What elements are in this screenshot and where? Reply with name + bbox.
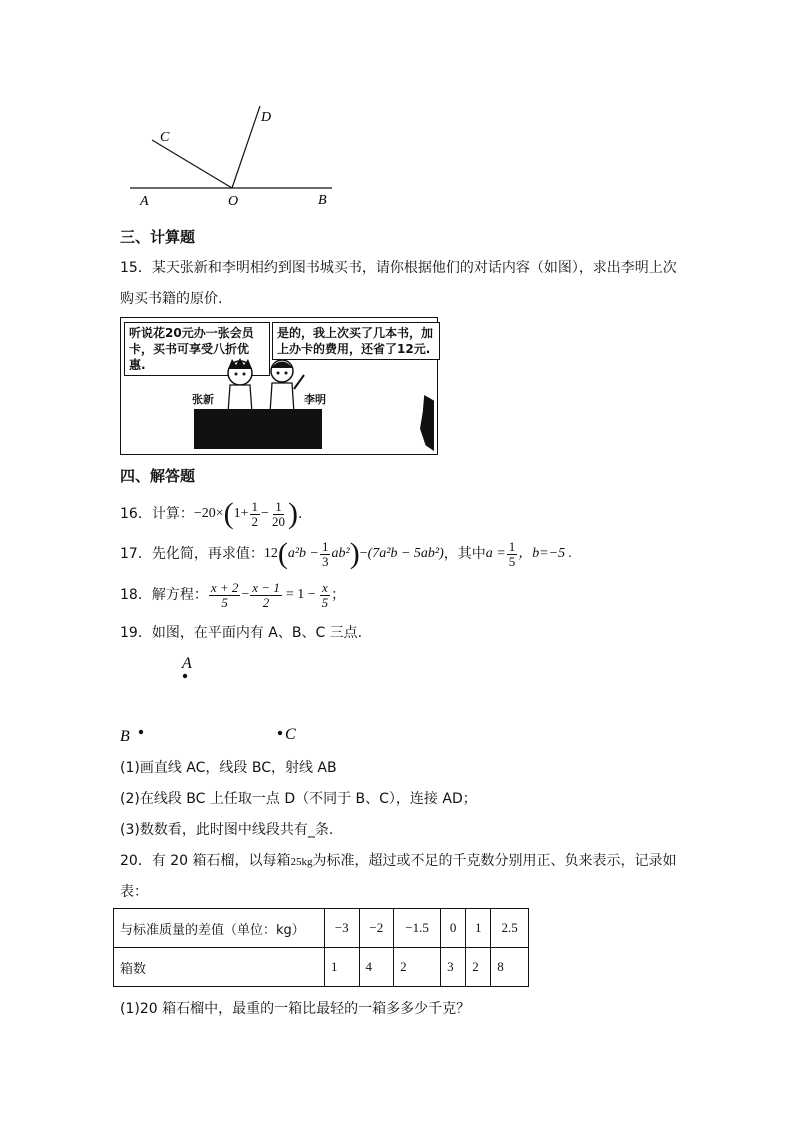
- table-cell: 2: [466, 948, 491, 987]
- name-label-liming: 李明: [304, 393, 326, 406]
- q17-frac-1: $\frac{1}{3}$: [321, 538, 329, 569]
- q20-part1: (1)20 箱石榴中，最重的一箱比最轻的一箱多多少千克？: [120, 1001, 471, 1017]
- table-cell: −1.5: [394, 909, 441, 948]
- points-figure: [110, 650, 310, 750]
- label-C: C: [160, 130, 170, 145]
- q18: 18．解方程： $\frac{x + 2}{5}$ − $\frac{x - 1}{2}$ = 1 − $\frac{x}{5}$ ；: [120, 579, 346, 610]
- counter-desk: [194, 409, 322, 449]
- table-row: [114, 909, 529, 948]
- table-cell: 0: [441, 909, 466, 948]
- q19-stem: 19．如图，在平面内有 A、B、C 三点.: [120, 625, 363, 641]
- q15-line1: 15．某天张新和李明相约到图书城买书，请你根据他们的对话内容（如图），求出李明上次: [120, 260, 677, 276]
- section-heading-calc: 三、计算题: [120, 228, 196, 246]
- section-heading-solve: 四、解答题: [120, 467, 196, 485]
- q19-part3: (3)数数看，此时图中线段共有_条.: [120, 822, 334, 838]
- q16: 16．计算： −20× ( 1+ $\frac{1}{2}$ − $\frac{1}{20}$ ) .: [120, 497, 303, 530]
- table-cell: 3: [441, 948, 466, 987]
- table-row: [114, 948, 529, 987]
- q17-frac-a: $\frac{1}{5}$: [508, 538, 516, 569]
- q16-frac-2: $\frac{1}{20}$: [271, 498, 285, 529]
- q19-part1: (1)画直线 AC，线段 BC，射线 AB: [120, 760, 337, 776]
- speech-bubble-left: 听说花20元办一张会员卡，买书可享受八折优惠.: [124, 322, 270, 376]
- label-O: O: [228, 194, 239, 209]
- table-cell: 2: [394, 948, 441, 987]
- speech-bubble-right: 是的，我上次买了几本书，加上办卡的费用，还省了12元.: [272, 322, 440, 360]
- q16-frac-1: $\frac{1}{2}$: [251, 498, 259, 529]
- record-table: [113, 908, 529, 987]
- table-cell: 1: [325, 948, 360, 987]
- point-A: [183, 674, 187, 678]
- table-cell: −3: [325, 909, 360, 948]
- label-D: D: [261, 110, 272, 125]
- q20-line1: 20．有 20 箱石榴，以每箱25kg为标准，超过或不足的千克数分别用正、负来表示，记录如: [120, 853, 677, 869]
- q19-part2: (2)在线段 BC 上任取一点 D（不同于 B、C），连接 AD；: [120, 791, 477, 807]
- table-cell: 4: [359, 948, 394, 987]
- q15-line2: 购买书籍的原价.: [120, 291, 223, 307]
- ray-OC: [152, 140, 232, 188]
- q18-frac-2: $\frac{x - 1}{2}$: [252, 579, 280, 610]
- label-B: B: [318, 193, 327, 208]
- point-B: [139, 730, 143, 734]
- name-label-zhangxin: 张新: [192, 393, 214, 406]
- children-illustration: [220, 355, 310, 415]
- q18-frac-3: $\frac{x}{5}$: [321, 579, 329, 610]
- table-cell: −2: [359, 909, 394, 948]
- table-header-count: 箱数: [114, 948, 325, 987]
- table-cell: 2.5: [491, 909, 529, 948]
- point-label-C: C: [285, 726, 296, 743]
- table-cell: 8: [491, 948, 529, 987]
- q18-frac-1: $\frac{x + 2}{5}$: [210, 579, 239, 610]
- ray-OD: [232, 106, 260, 188]
- point-label-B: B: [120, 728, 130, 745]
- table-cell: 1: [466, 909, 491, 948]
- q20-line2: 表：: [120, 884, 148, 900]
- label-A: A: [140, 194, 149, 209]
- q17: 17．先化简，再求值： 12 ( a²b − $\frac{1}{3}$ ab² ) − (7a²b − 5ab²) ，其中 a = $\frac{1}{5}$ ，b=−5 .: [120, 537, 573, 570]
- point-label-A: A: [182, 655, 192, 672]
- dialogue-cartoon: [120, 317, 438, 455]
- point-C: [278, 731, 282, 735]
- table-header-diff: 与标准质量的差值（单位：kg）: [114, 909, 325, 948]
- angle-figure: [120, 100, 350, 212]
